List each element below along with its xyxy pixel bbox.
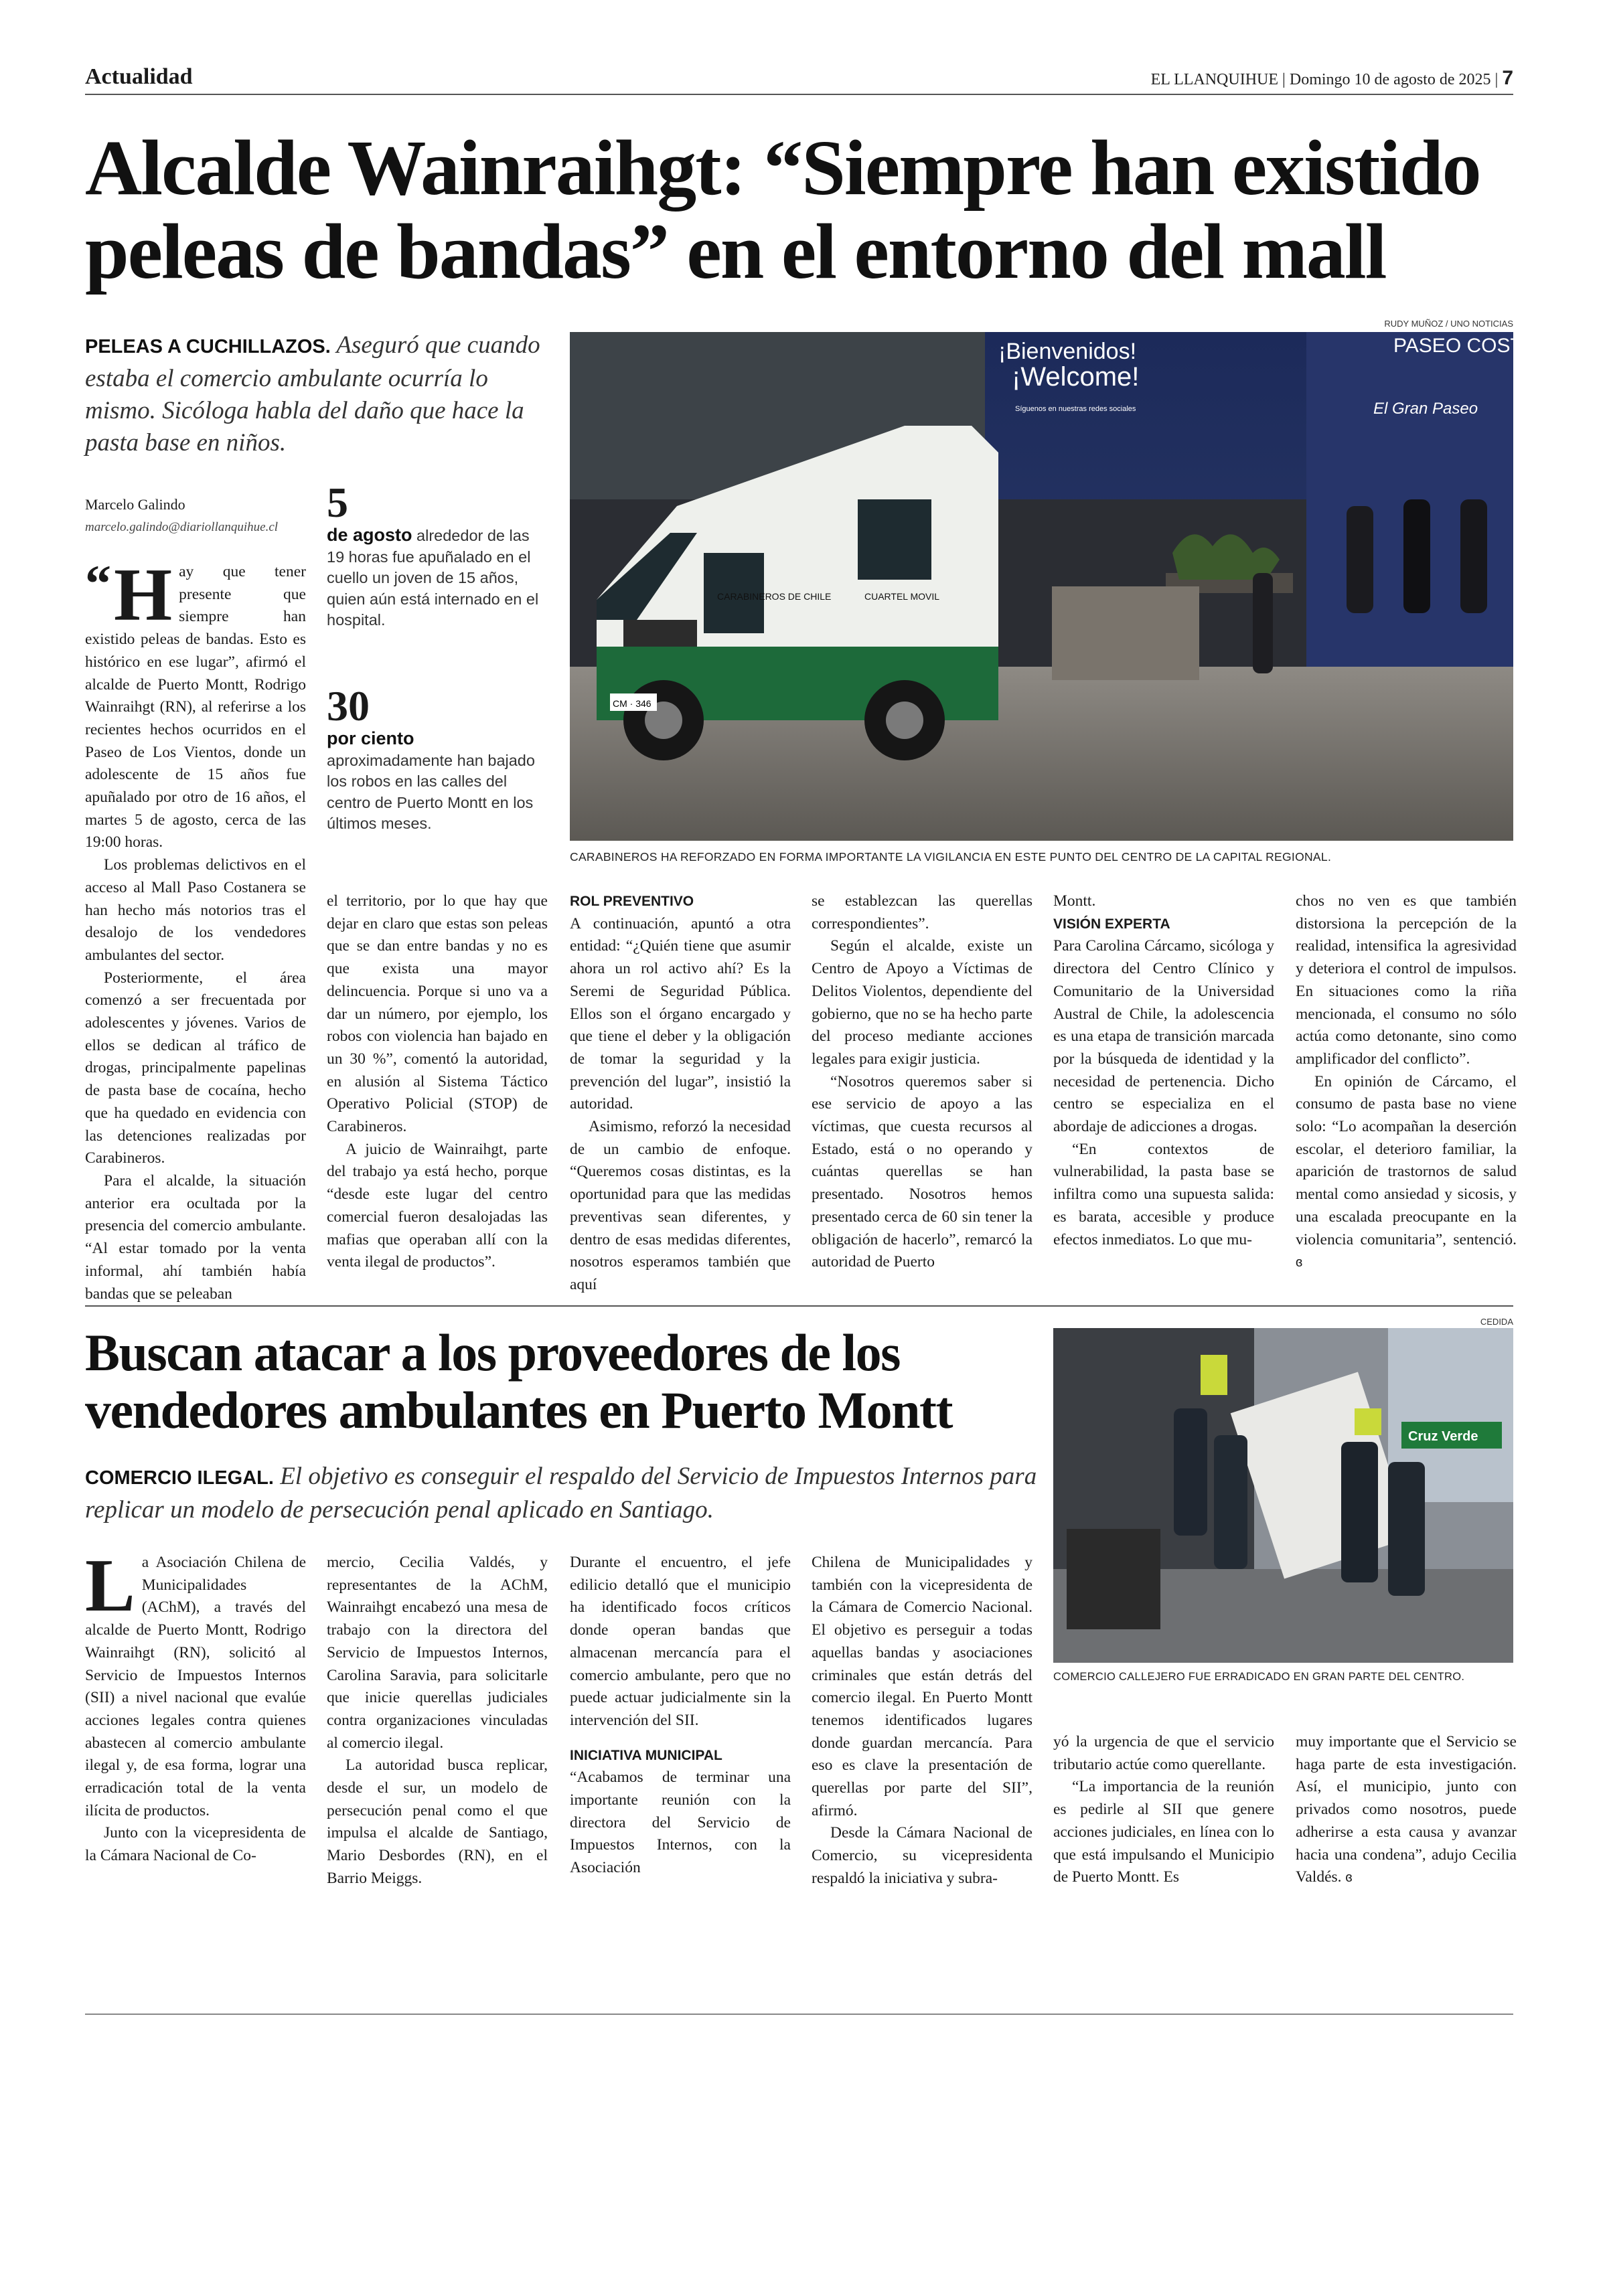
main-headline-line2: peleas de bandas” en el entorno del mall xyxy=(85,208,1386,296)
a2-col6-p1-text: muy importante que el Servicio se haga parte de esta investigación. Así, el municipio, junto con privados como nosotros, puede adherirse a esta causa y avanzar hacia una condena”, adujo Cecilia Valdés. xyxy=(1296,1733,1517,1886)
a1-col5-p2: Para Carolina Cárcamo, sicóloga y directora del Centro Clínico y Comunitario de la Universidad Austral de Chile, la adolescencia es una etapa de transición marcada por la búsqueda de identidad y la necesidad de pertenencia. Dicho centro se especializa en el abordaje de adicciones a drogas. xyxy=(1053,937,1274,1136)
a1-col4-p3: “Nosotros queremos saber si ese servicio de apoyo a las víctimas, que cuesta recursos al Estado, está o no operando y cuántas querellas se han presentado. Nosotros hemos presentado cerca de 60 sin tener la obligación de hacerlo”, remarcó la autoridad de Puerto xyxy=(812,1072,1032,1271)
second-photo xyxy=(1053,1328,1513,1663)
second-lead-text: El objetivo es conseguir el respaldo del Servicio de Impuestos Internos para replicar un modelo de persecución penal aplicado en Santiago. xyxy=(85,1463,1037,1524)
stat-2-text-block xyxy=(327,728,541,835)
a1-col4-p1: se establezcan las querellas correspondientes”. xyxy=(812,892,1032,932)
photo2-sign: Cruz Verde xyxy=(1408,1429,1478,1444)
byline xyxy=(85,494,353,538)
stat-2-text: aproximadamente han bajado los robos en las calles del centro de Puerto Montt en los últimos meses. xyxy=(327,751,535,832)
stat-box-1 xyxy=(327,481,541,631)
paper-name: EL LLANQUIHUE xyxy=(1150,71,1279,88)
a1-col6-p2-text: En opinión de Cárcamo, el consumo de pasta base no viene solo: “Lo acompañan la deserción escolar, el deterioro familiar, la aparición de trastornos de salud mental como ansiedad y sicosis, y una escalada preocupante en la violencia comunitaria”, sentenció. xyxy=(1296,1072,1517,1248)
a1-subhead-rol: ROL PREVENTIVO xyxy=(570,894,694,909)
lead-text: Aseguró que cuando estaba el comercio ambulante ocurría lo mismo. Sicóloga habla del daño que hace la pasta base en niños. xyxy=(85,331,540,457)
main-photo xyxy=(570,332,1590,841)
end-mark-1: ɞ xyxy=(1296,1255,1303,1270)
photo-van-1: CARABINEROS DE CHILE xyxy=(717,591,832,602)
a2-col3-p2: “Acabamos de terminar una importante reunión con la directora del Servicio de Impuestos Internos, con la Asociación xyxy=(570,1769,791,1877)
a2-col5-p2: “La importancia de la reunión es pedirle al SII que genere acciones judiciales, en línea con lo que está impulsando el Municipio de Puerto Montt. Es xyxy=(1053,1778,1274,1886)
a1-col3-p2: Asimismo, reforzó la necesidad de un cambio de enfoque. “Queremos cosas distintas, es la oportunidad para que las medidas preventivas sean diferentes, y dentro de esas medidas diferentes, nosotros esperamos también que aquí xyxy=(570,1118,791,1293)
article2-column-4 xyxy=(812,1552,1032,1890)
end-mark-2: ɞ xyxy=(1345,1870,1353,1886)
a1-col1-p4: Para el alcalde, la situación anterior era ocultada por la presencia del comercio ambulante. “Al estar tomado por la venta informal, ahí también había bandas que se peleaban xyxy=(85,1171,306,1303)
byline-name: Marcelo Galindo xyxy=(85,496,185,513)
section-rule xyxy=(85,94,1513,95)
a1-col1-p1 xyxy=(85,554,306,854)
article2-column-3 xyxy=(570,1552,791,1880)
second-lead xyxy=(85,1461,1049,1526)
a1-col2-p1: el territorio, por lo que hay que dejar en claro que estas son peleas que se dan entre bandas y no es que exista una mayor delincuencia. Porque si uno va a dar un número, por ejemplo, los robos con violencia han bajado en un 30 %”, comentó la autoridad, en alusión al Sistema Táctico Operativo Policial (STOP) de Carabineros. xyxy=(327,892,548,1136)
a2-col4-p1: Chilena de Municipalidades y también con la vicepresidenta de la Cámara de Comercio Nacional. El objetivo es perseguir a todas aquellas bandas y asociaciones criminales que están detrás del comercio ilegal. En Puerto Montt tenemos identificados lugares donde guardan mercancía. Para eso es clave la presentación de querellas por parte del SII”, afirmó. xyxy=(812,1554,1032,1819)
a2-col1-p1-text: a Asociación Chilena de Municipalidades (AChM), a través del alcalde de Puerto Montt, Rodrigo Wainraihgt (RN), solicitó al Servicio de Impuestos Internos (SII) a nivel nacional que evalúe acciones legales contra quienes abastecen al comercio ambulante ilegal y, de esa forma, lograr una erradicación total de la venta ilícita de productos. xyxy=(85,1554,306,1819)
article1-column-4 xyxy=(812,890,1032,1274)
photo-sign-4: PASEO COSTANERA xyxy=(1393,335,1590,357)
a2-col6-p1 xyxy=(1296,1731,1517,1890)
article2-column-2 xyxy=(327,1552,548,1890)
photo2-caption: COMERCIO CALLEJERO FUE ERRADICADO EN GRAN PARTE DEL CENTRO. xyxy=(1053,1671,1465,1683)
a2-col2-p1: mercio, Cecilia Valdés, y representantes de la AChM, Wainraihgt encabezó una mesa de trabajo con la directora del Servicio de Impuestos Internos, Carolina Saravia, para solicitarle que inicie querellas judiciales contra organizaciones vinculadas al comercio ilegal. xyxy=(327,1554,548,1752)
a1-col5-p1: Montt. xyxy=(1053,892,1096,910)
main-photo-image xyxy=(570,332,1590,841)
stat-1-bold: de agosto xyxy=(327,525,412,545)
second-headline-line2: vendedores ambulantes en Puerto Montt xyxy=(85,1380,952,1439)
a2-col5-p1: yó la urgencia de que el servicio tributario actúe como querellante. xyxy=(1053,1733,1274,1773)
article2-column-5 xyxy=(1053,1731,1274,1889)
second-headline-line1: Buscan atacar a los proveedores de los xyxy=(85,1323,901,1382)
a1-col1-p2: Los problemas delictivos en el acceso al Mall Paso Costanera se han hecho más notorios tras el desalojo de los vendedores ambulantes del sector. xyxy=(85,856,306,964)
stat-2-bold: por ciento xyxy=(327,728,414,748)
article1-column-5 xyxy=(1053,890,1274,1251)
article1-column-1 xyxy=(85,554,306,1305)
a2-col3-p1: Durante el encuentro, el jefe edilicio detalló que el municipio ha identificado focos críticos donde operan bandas que almacenan mercancía para el comercio ambulante, pero que no puede actuar judicialmente sin la intervención del SII. xyxy=(570,1554,791,1729)
a1-col3-p1: A continuación, apuntó a otra entidad: “¿Quién tiene que asumir ahora un rol activo ahí? Es la Seremi de Seguridad Pública. Ellos son el órgano encargado y que tiene el deber y la obligación de tomar la seguridad y la prevención del lugar”, insistió la autoridad. xyxy=(570,914,791,1113)
photo-sign-5: El Gran Paseo xyxy=(1373,400,1478,418)
a1-col2-p2: A juicio de Wainraihgt, parte del trabajo ya está hecho, porque “desde este lugar del centro comercial fueron desalojadas las mafias que operaban allí con la venta ilegal de productos”. xyxy=(327,1140,548,1271)
photo-sign-1: ¡Bienvenidos! xyxy=(998,339,1137,364)
kicker: PELEAS A CUCHILLAZOS. xyxy=(85,336,331,357)
a2-col1-p1 xyxy=(85,1544,306,1822)
a2-subhead-iniciativa: INICIATIVA MUNICIPAL xyxy=(570,1747,722,1763)
main-headline-line1: Alcalde Wainraihgt: “Siempre han existido xyxy=(85,124,1480,212)
article-divider xyxy=(85,1305,1513,1307)
article2-column-1 xyxy=(85,1544,306,1868)
a2-col2-p2: La autoridad busca replicar, desde el sur, un modelo de persecución penal como el que impulsa el alcalde de Santiago, Mario Desbordes (RN), en el Barrio Meiggs. xyxy=(327,1756,548,1887)
a1-col1-p1-text: ay que tener presente que siempre han existido peleas de bandas. Esto es histórico en ese lugar”, afirmó el alcalde de Puerto Montt, Rodrigo Wainraihgt (RN), al referirse a los recientes hechos ocurridos en el Paseo de Los Vientos, donde un adolescente de 15 años fue apuñalado por otro de 16 años, el martes 5 de agosto, cerca de las 19:00 horas. xyxy=(85,563,306,851)
photo-sign-3: Síguenos en nuestras redes sociales xyxy=(1015,405,1136,413)
a1-subhead-vision: VISIÓN EXPERTA xyxy=(1053,916,1170,932)
article1-column-6 xyxy=(1296,890,1517,1275)
article1-column-3 xyxy=(570,890,791,1297)
byline-email: marcelo.galindo@diariollanquihue.cl xyxy=(85,520,279,534)
photo-credit: RUDY MUÑOZ / UNO NOTICIAS xyxy=(1384,319,1513,329)
a1-col6-p2 xyxy=(1296,1071,1517,1275)
stat-1-text: alrededor de las 19 horas fue apuñalado en el cuello un joven de 15 años, quien aún está internado en el hospital. xyxy=(327,527,539,629)
stat-1-number: 5 xyxy=(327,479,348,526)
bottom-rule xyxy=(85,2014,1513,2015)
photo-van-2: CUARTEL MOVIL xyxy=(864,591,940,602)
article2-column-6 xyxy=(1296,1731,1517,1890)
a1-col6-p1: chos no ven es que también distorsiona la percepción de la realidad, intensifica la agresividad y deteriora el control de impulsos. En situaciones como la riña mencionada, el consumo no sólo actúa como detonante, sino como amplificador del conflicto”. xyxy=(1296,892,1517,1068)
page-number: 7 xyxy=(1502,67,1513,89)
photo-plate: CM · 346 xyxy=(613,698,652,709)
a2-col4-p2: Desde la Cámara Nacional de Comercio, su vicepresidenta respaldó la iniciativa y subra- xyxy=(812,1824,1032,1887)
drop-cap: H xyxy=(114,554,173,637)
main-headline xyxy=(85,124,1531,296)
a2-col1-p2: Junto con la vicepresidenta de la Cámara Nacional de Co- xyxy=(85,1824,306,1865)
photo-caption: CARABINEROS HA REFORZADO EN FORMA IMPORTANTE LA VIGILANCIA EN ESTE PUNTO DEL CENTRO DE LA CAPITAL REGIONAL. xyxy=(570,850,1332,864)
issue-date: Domingo 10 de agosto de 2025 xyxy=(1289,71,1491,88)
a1-col1-p3: Posteriormente, el área comenzó a ser frecuentada por adolescentes y jóvenes. Varios de ellos se dedican al tráfico de drogas, principalmente papelinas de pasta base de cocaína, hecho que ha quedado en evidencia con las detenciones realizadas por Carabineros. xyxy=(85,969,306,1167)
a1-col4-p2: Según el alcalde, existe un Centro de Apoyo a Víctimas de Delitos Violentos, dependiente del gobierno, que no se ha hecho parte del proceso mediante acciones legales para exigir justicia. xyxy=(812,937,1032,1068)
article1-column-2 xyxy=(327,890,548,1274)
drop-quote: “ xyxy=(85,554,111,612)
stat-1-text-block xyxy=(327,525,541,631)
stat-box-2 xyxy=(327,684,541,835)
a1-col5-p3: “En contextos de vulnerabilidad, la pasta base se infiltra como una supuesta salida: es barata, accesible y produce efectos inmediatos. Lo que mu- xyxy=(1053,1140,1274,1248)
section-label: Actualidad xyxy=(85,64,193,89)
photo-sign-2: ¡Welcome! xyxy=(1012,362,1140,392)
second-kicker: COMERCIO ILEGAL. xyxy=(85,1467,274,1489)
drop-cap-2: L xyxy=(85,1544,135,1627)
second-headline xyxy=(85,1324,1069,1439)
second-photo-image xyxy=(1053,1328,1513,1663)
photo2-credit: CEDIDA xyxy=(1480,1317,1513,1327)
folio: EL LLANQUIHUE | Domingo 10 de agosto de 2025 | 7 xyxy=(1150,67,1513,89)
stat-2-number: 30 xyxy=(327,682,370,730)
lead-paragraph xyxy=(85,329,540,459)
